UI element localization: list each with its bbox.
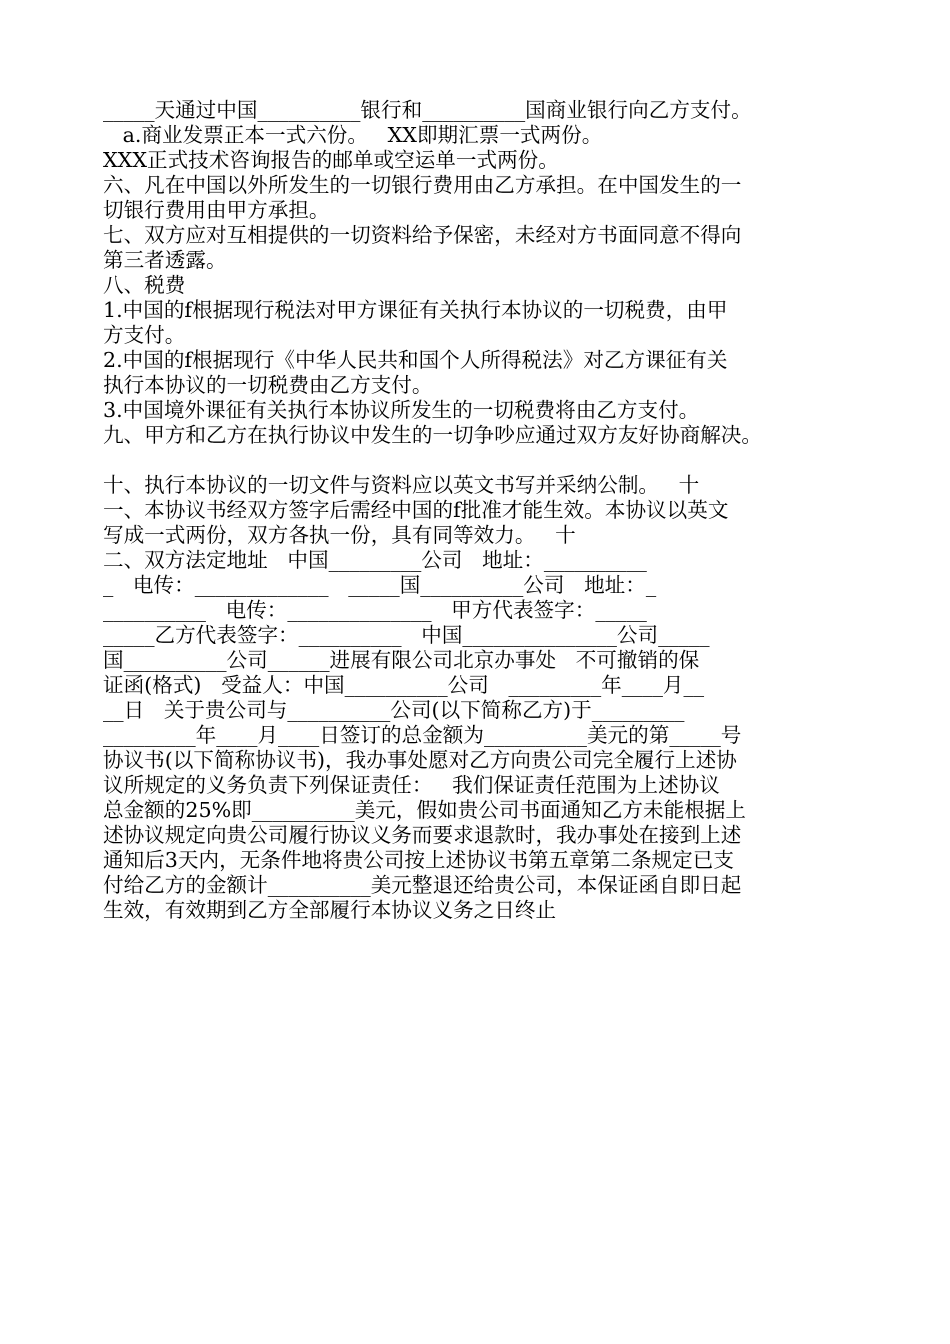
text-line: 证函(格式) 受益人：中国__________公司 _________年____月__ xyxy=(103,673,705,697)
text-line: 付给乙方的金额计__________美元整退还给贵公司，本保证函自即日起 xyxy=(103,873,742,897)
text-line: 2.中国的f根据现行《中华人民共和国个人所得税法》对乙方课征有关 xyxy=(103,348,728,372)
text-line: 1.中国的f根据现行税法对甲方课征有关执行本协议的一切税费，由甲 xyxy=(103,298,728,322)
text-line: 九、甲方和乙方在执行协议中发生的一切争吵应通过双方友好协商解决。 xyxy=(103,423,762,447)
section-heading: 八、税费 xyxy=(103,273,186,297)
text-line: 总金额的25%即__________美元，假如贵公司书面通知乙方未能根据上 xyxy=(103,798,746,822)
text-line: 方支付。 xyxy=(103,323,186,347)
text-line: 议所规定的义务负责下列保证责任： 我们保证责任范围为上述协议 xyxy=(103,773,720,797)
text-line: 协议书(以下简称协议书)，我办事处愿对乙方向贵公司完全履行上述协 xyxy=(103,748,737,772)
text-line: 生效，有效期到乙方全部履行本协议义务之日终止 xyxy=(103,898,557,922)
text-line: __日 关于贵公司与__________公司(以下简称乙方)于_________ xyxy=(103,698,685,722)
text-line: 一、本协议书经双方签字后需经中国的f批准才能生效。本协议以英文 xyxy=(103,498,729,522)
text-line: 写成一式两份，双方各执一份，具有同等效力。 十 xyxy=(103,523,576,547)
text-line: _____乙方代表签字：__________ 中国_______________公司_____ xyxy=(103,623,710,647)
text-line: _________年____月____日签订的总金额为__________美元的第_____号 xyxy=(103,723,742,747)
document-body xyxy=(103,98,855,923)
blank-line xyxy=(103,448,855,473)
text-line: 述协议规定向贵公司履行协议义务而要求退款时，我办事处在接到上述 xyxy=(103,823,742,847)
text-line: 十、执行本协议的一切文件与资料应以英文书写并采纳公制。 十 xyxy=(103,473,700,497)
text-line: 3.中国境外课征有关执行本协议所发生的一切税费将由乙方支付。 xyxy=(103,398,700,422)
text-line: 二、双方法定地址 中国_________公司 地址：__________ xyxy=(103,548,647,572)
text-line: 执行本协议的一切税费由乙方支付。 xyxy=(103,373,433,397)
text-line: __________ 电传：______________ 甲方代表签字：_____ xyxy=(103,598,647,622)
text-line: XXX正式技术咨询报告的邮单或空运单一式两份。 xyxy=(103,148,559,172)
text-line: _ 电传：_____________ _____国__________公司 地址：_ xyxy=(103,573,657,597)
text-line: 第三者透露。 xyxy=(103,248,227,272)
text-line: 切银行费用由甲方承担。 xyxy=(103,198,330,222)
text-line: 国__________公司______进展有限公司北京办事处 不可撤销的保 xyxy=(103,648,700,672)
text-line: 通知后3天内，无条件地将贵公司按上述协议书第五章第二条规定已支 xyxy=(103,848,734,872)
text-line: 六、凡在中国以外所发生的一切银行费用由乙方承担。在中国发生的一 xyxy=(103,173,742,197)
text-line: _____天通过中国__________银行和__________国商业银行向乙方支付。 xyxy=(103,98,752,122)
text-line: a.商业发票正本一式六份。 XX即期汇票一式两份。 xyxy=(103,123,603,147)
text-line: 七、双方应对互相提供的一切资料给予保密，未经对方书面同意不得向 xyxy=(103,223,742,247)
